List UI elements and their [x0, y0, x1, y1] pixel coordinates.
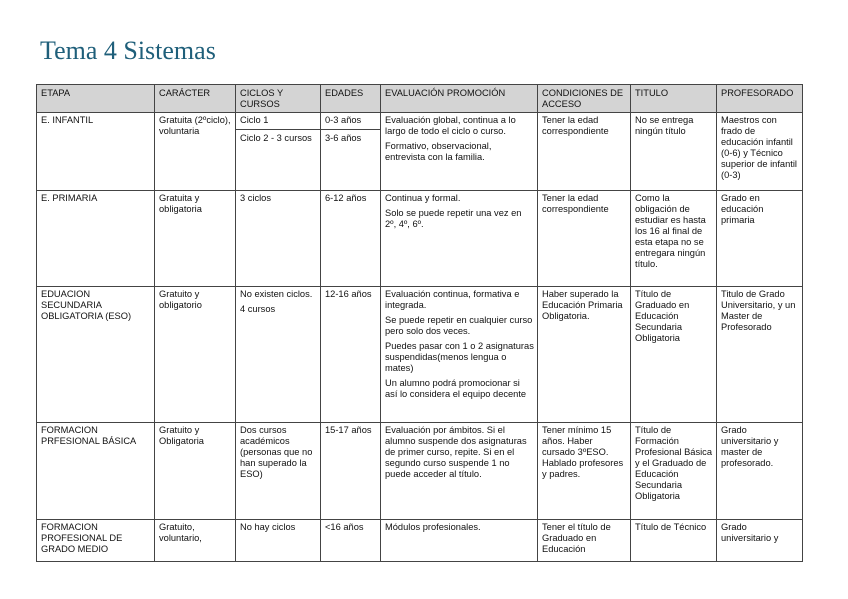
evaluacion-paragraph: Evaluación global, continua a lo largo de todo el ciclo o curso.	[385, 115, 516, 136]
titulo-cell: Título de Graduado en Educación Secundaria Obligatoria	[631, 287, 717, 423]
evaluacion-paragraph: Módulos profesionales.	[385, 522, 481, 532]
ciclo-item: Ciclo 2 - 3 cursos	[236, 129, 320, 144]
edad-item: 15-17 años	[325, 425, 372, 435]
titulo-cell: Como la obligación de estudiar es hasta los 16 al final de esta etapa no se entregara ningún título.	[631, 191, 717, 287]
evaluacion-cell	[381, 191, 538, 287]
titulo-cell: Título de Técnico	[631, 520, 717, 562]
ciclo-item: No hay ciclos	[240, 522, 296, 532]
edades-cell	[321, 287, 381, 423]
evaluacion-paragraph: Evaluación continua, formativa e integrada.	[385, 289, 520, 310]
edades-cell	[321, 191, 381, 287]
column-header: ETAPA	[37, 85, 155, 113]
titulo-cell: No se entrega ningún título	[631, 113, 717, 191]
edad-item: 12-16 años	[325, 289, 372, 299]
ciclos-cell	[236, 113, 321, 191]
evaluacion-paragraph: Continua y formal.	[385, 193, 461, 203]
edad-item: 0-3 años	[325, 115, 362, 125]
ciclo-item: No existen ciclos.	[240, 289, 313, 299]
edad-item: <16 años	[325, 522, 364, 532]
edades-cell	[321, 113, 381, 191]
caracter-cell: Gratuita y obligatoria	[155, 191, 236, 287]
table-row	[37, 423, 803, 520]
column-header: EVALUACIÓN PROMOCIÓN	[381, 85, 538, 113]
evaluacion-paragraph: Se puede repetir en cualquier curso pero solo dos veces.	[385, 315, 533, 336]
column-header: CICLOS Y CURSOS	[236, 85, 321, 113]
ciclos-cell	[236, 287, 321, 423]
profesorado-cell: Grado universitario y master de profesorado.	[717, 423, 803, 520]
table-row	[37, 287, 803, 423]
edad-item: 6-12 años	[325, 193, 367, 203]
titulo-cell: Título de Formación Profesional Básica y el Graduado de Educación Secundaria Obligatoria	[631, 423, 717, 520]
etapa-cell: FORMACION PROFESIONAL DE GRADO MEDIO	[37, 520, 155, 562]
table-row	[37, 113, 803, 191]
evaluacion-paragraph: Un alumno podrá promocionar si así lo considera el equipo decente	[385, 378, 527, 399]
caracter-cell: Gratuita (2ºciclo), voluntaria	[155, 113, 236, 191]
evaluacion-cell	[381, 423, 538, 520]
evaluacion-cell	[381, 287, 538, 423]
caracter-cell: Gratuito y obligatorio	[155, 287, 236, 423]
caracter-cell: Gratuito y Obligatoria	[155, 423, 236, 520]
evaluacion-paragraph: Puedes pasar con 1 o 2 asignaturas suspendidas(menos lengua o mates)	[385, 341, 534, 373]
etapa-cell: EDUACION SECUNDARIA OBLIGATORIA (ESO)	[37, 287, 155, 423]
education-systems-table	[36, 84, 803, 562]
evaluacion-paragraph: Solo se puede repetir una vez en 2º, 4º, 6º.	[385, 208, 522, 229]
column-header: TITULO	[631, 85, 717, 113]
profesorado-cell: Maestros con frado de educación infantil (0-6) y Técnico superior de infantil (0-3)	[717, 113, 803, 191]
ciclos-cell	[236, 423, 321, 520]
ciclo-item: Dos cursos académicos (personas que no han superado la ESO)	[240, 425, 313, 479]
profesorado-cell: Grado en educación primaria	[717, 191, 803, 287]
profesorado-cell: Titulo de Grado Universitario, y un Master de Profesorado	[717, 287, 803, 423]
ciclo-item: Ciclo 1	[240, 115, 269, 125]
ciclo-item: 4 cursos	[240, 304, 276, 314]
caracter-cell: Gratuito, voluntario,	[155, 520, 236, 562]
evaluacion-paragraph: Evaluación por ámbitos. Si el alumno suspende dos asignaturas de primer curso, repite. Si en el segundo curso suspende 1 no puede acceder al título.	[385, 425, 527, 479]
condiciones-cell: Haber superado la Educación Primaria Obligatoria.	[538, 287, 631, 423]
column-header: EDADES	[321, 85, 381, 113]
evaluacion-cell	[381, 113, 538, 191]
ciclos-cell	[236, 520, 321, 562]
etapa-cell: FORMACION PRFESIONAL BÁSICA	[37, 423, 155, 520]
etapa-cell: E. PRIMARIA	[37, 191, 155, 287]
column-header: PROFESORADO	[717, 85, 803, 113]
evaluacion-paragraph: Formativo, observacional, entrevista con la familia.	[385, 141, 492, 162]
ciclo-item: 3 ciclos	[240, 193, 272, 203]
condiciones-cell: Tener mínimo 15 años. Haber cursado 3ºESO. Hablado profesores y padres.	[538, 423, 631, 520]
condiciones-cell: Tener el título de Graduado en Educación	[538, 520, 631, 562]
condiciones-cell: Tener la edad correspondiente	[538, 191, 631, 287]
header-row	[37, 85, 803, 113]
page-title: Tema 4 Sistemas	[40, 36, 216, 65]
edad-item: 3-6 años	[321, 129, 380, 144]
condiciones-cell: Tener la edad correspondiente	[538, 113, 631, 191]
evaluacion-cell	[381, 520, 538, 562]
ciclos-cell	[236, 191, 321, 287]
table-row	[37, 191, 803, 287]
etapa-cell: E. INFANTIL	[37, 113, 155, 191]
table-row	[37, 520, 803, 562]
profesorado-cell: Grado universitario y	[717, 520, 803, 562]
edades-cell	[321, 423, 381, 520]
column-header: CARÁCTER	[155, 85, 236, 113]
column-header: CONDICIONES DE ACCESO	[538, 85, 631, 113]
edades-cell	[321, 520, 381, 562]
